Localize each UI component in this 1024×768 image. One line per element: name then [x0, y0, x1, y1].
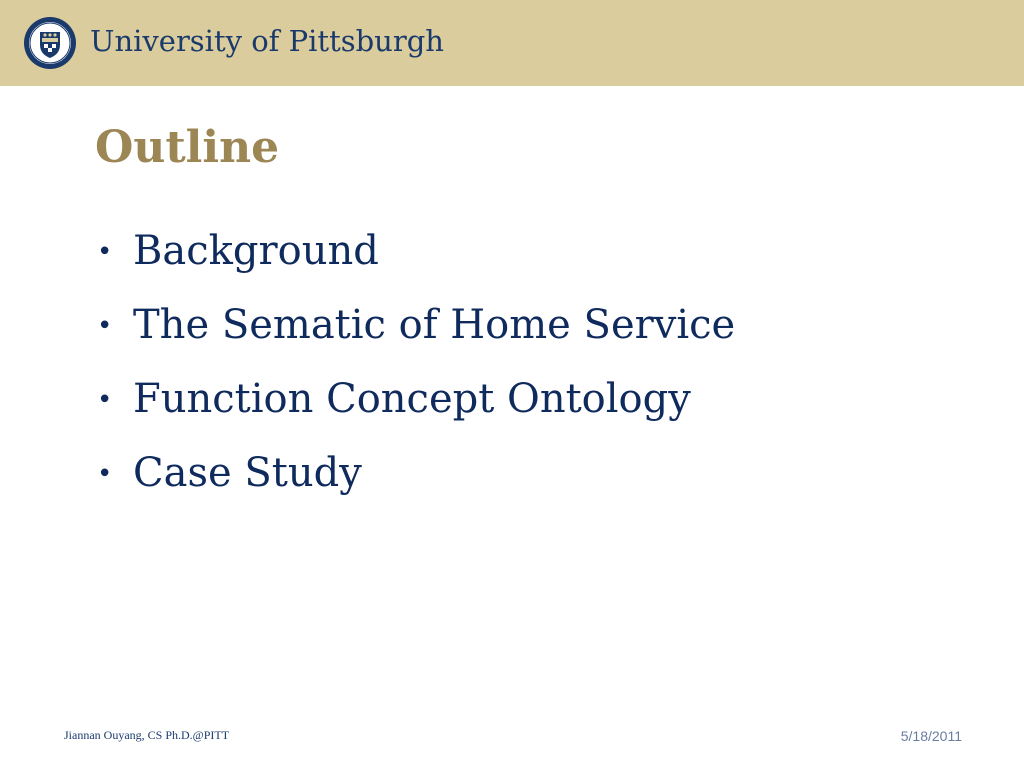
bullet-item — [97, 450, 735, 524]
bullet-item — [97, 302, 735, 376]
footer-author: Jiannan Ouyang, CS Ph.D.@PITT — [64, 728, 230, 742]
bullet-dot-icon: • — [97, 385, 113, 415]
bullet-label: Function Concept Ontology — [133, 376, 691, 422]
slide-title: Outline — [95, 122, 280, 173]
bullet-dot-icon: • — [97, 459, 113, 489]
bullet-item — [97, 228, 735, 302]
bullet-label: The Sematic of Home Service — [133, 302, 736, 348]
university-name: University of Pittsburgh — [90, 24, 444, 58]
bullet-label: Case Study — [133, 450, 362, 496]
university-seal-icon — [23, 16, 77, 70]
bullet-item — [97, 376, 735, 450]
footer-date: 5/18/2011 — [900, 728, 962, 744]
bullet-dot-icon: • — [97, 237, 113, 267]
bullet-dot-icon: • — [97, 311, 113, 341]
header-band — [0, 0, 1024, 86]
bullet-label: Background — [133, 228, 379, 274]
bullet-list — [97, 228, 735, 524]
